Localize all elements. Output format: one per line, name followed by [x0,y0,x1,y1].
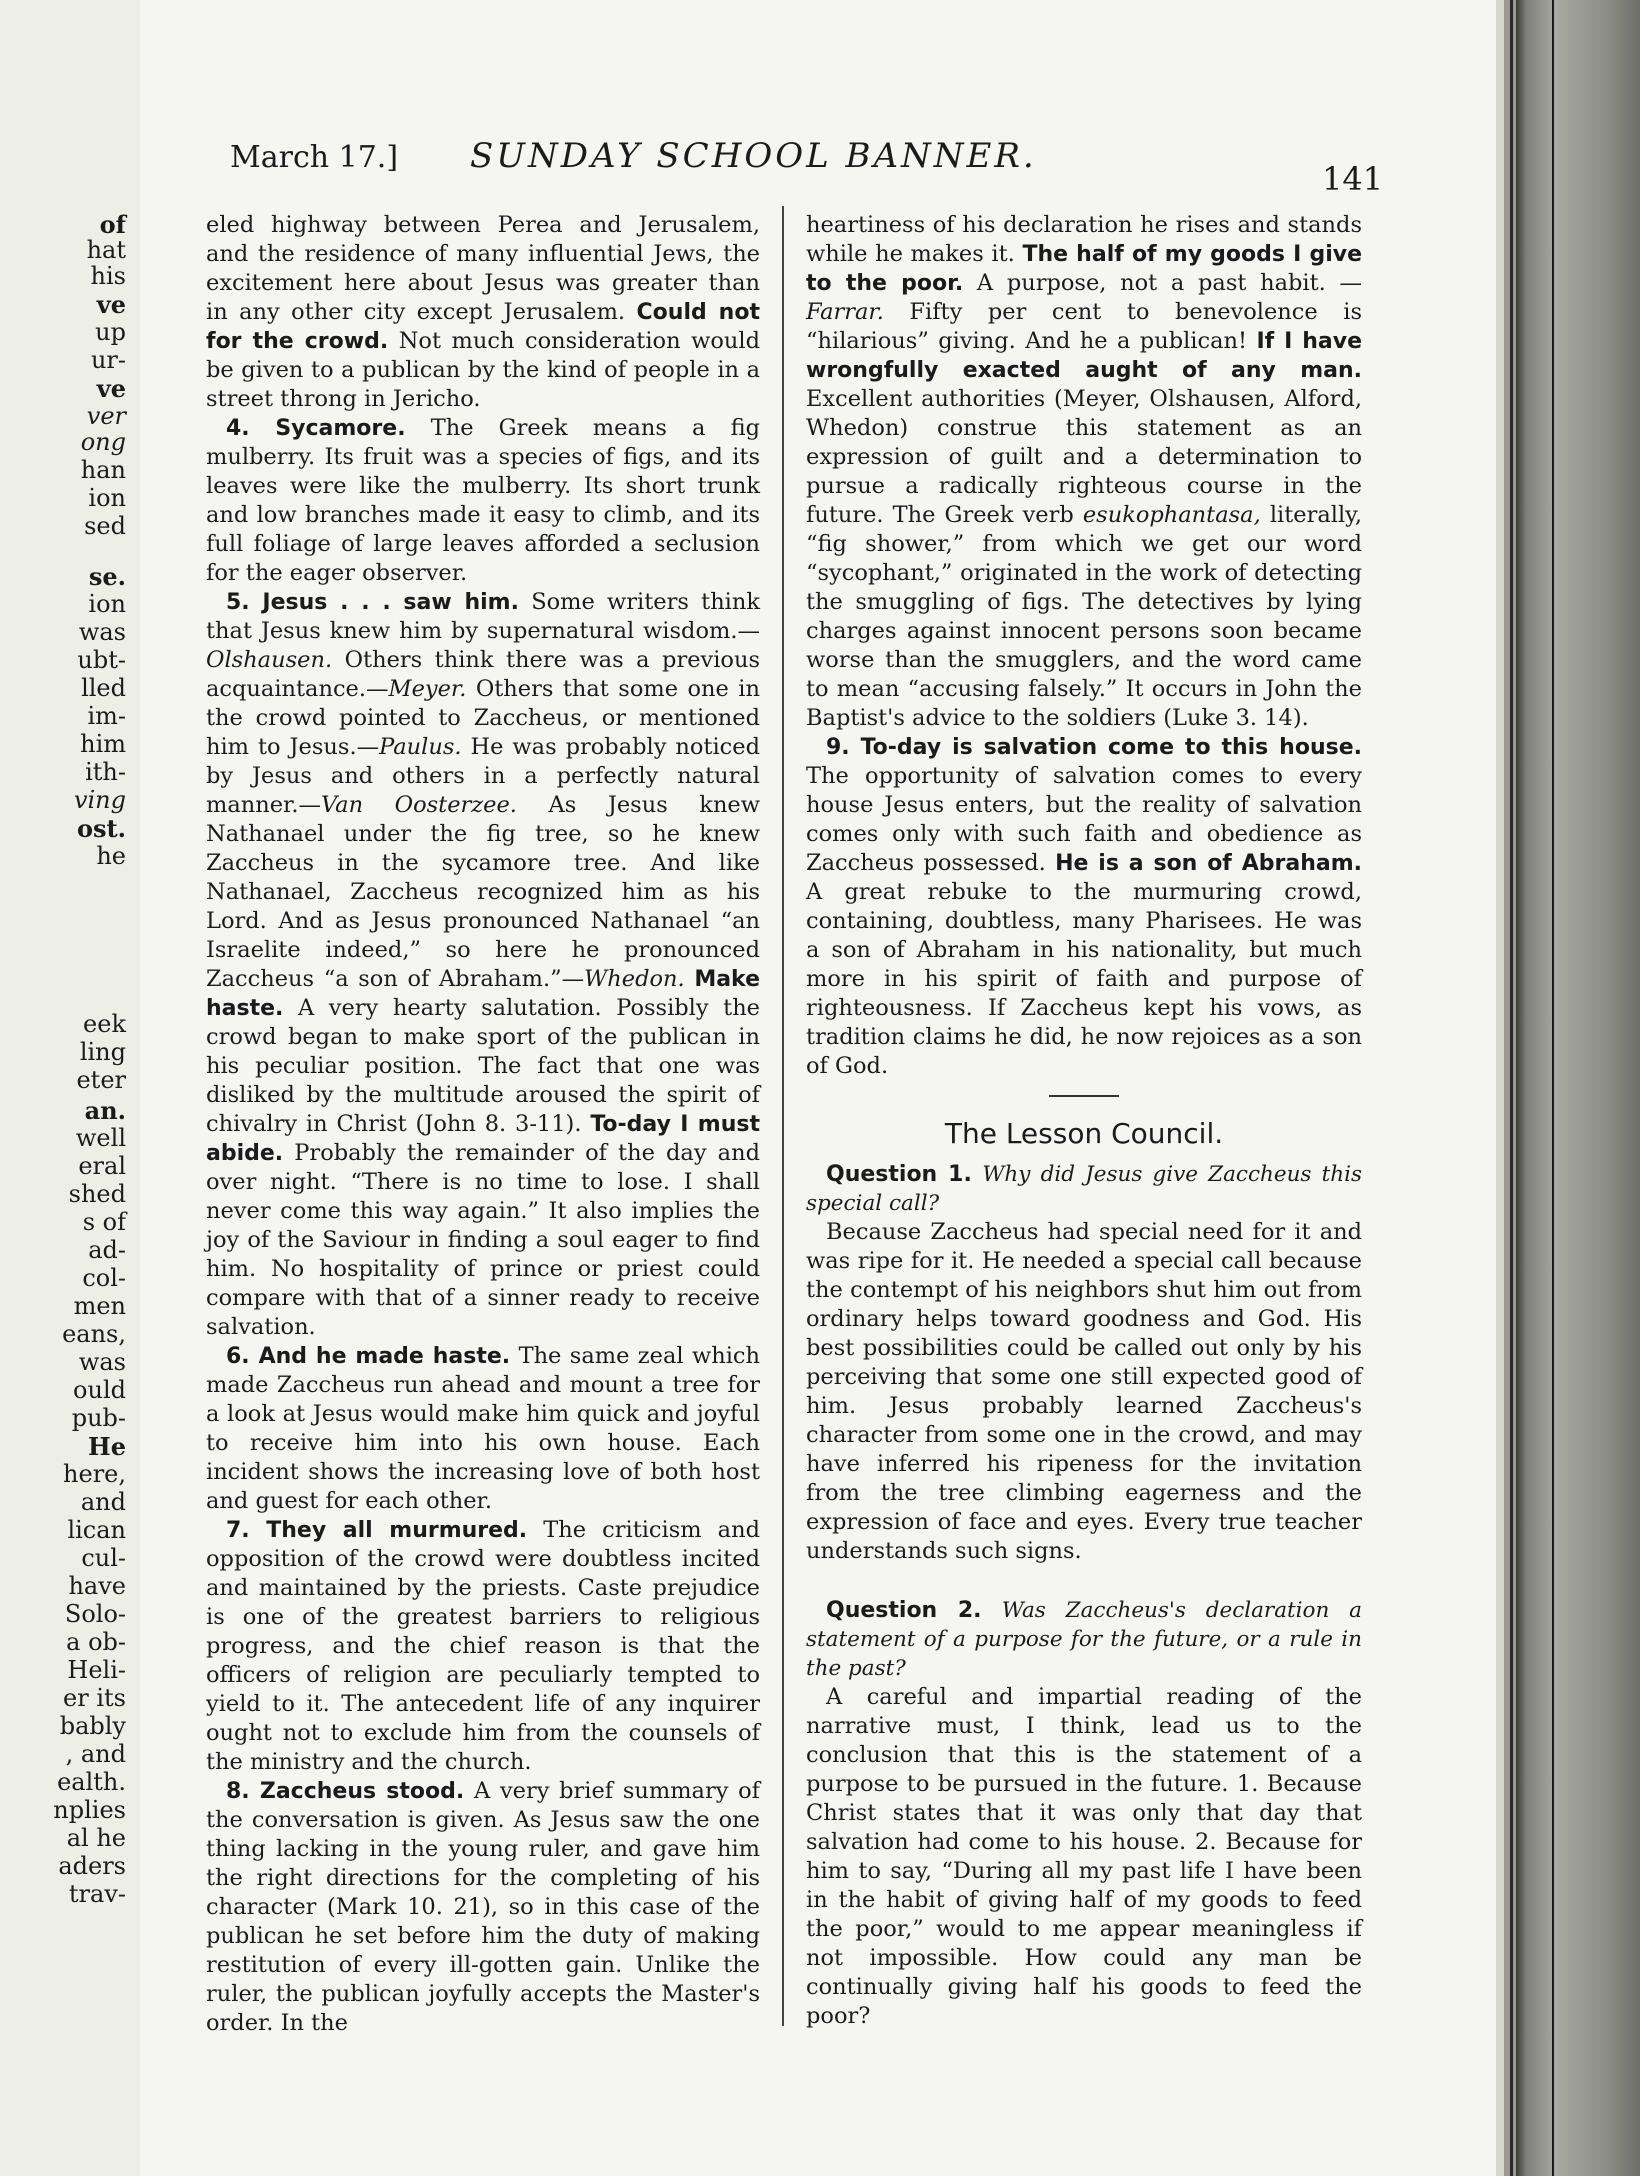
paragraph-verse-8: 8. Zaccheus stood. A very brief summary of the conversation is given. As Jesus saw the one thing lacking in the young ruler, and gave him the right directions for the completing of his character (Mark 10. 21), so in this case of the publican he set before him the duty of making restitution of every ill-gotten gain. Unlike the ruler, the publican joyfully accepts the Master's order. In the [206,1778,761,2036]
left-page-fragment: er its [63,1684,126,1712]
paragraph-verse-6: 6. And he made haste. The same zeal which made Zaccheus run ahead and mount a tree for a look at Jesus would make him quick and joyful to receive him into his own house. Each incident shows the increasing love of both host and guest for each other. [206,1343,761,1514]
left-page-fragment: Heli- [67,1656,126,1684]
left-page-fragment: eral [78,1152,126,1180]
left-page-fragment: shed [68,1180,126,1208]
left-page-fragment: up [95,318,126,346]
left-page-fragment: sed [84,512,126,540]
left-page-fragment: ong [80,428,126,456]
left-page-fragment: , and [65,1740,126,1768]
question-2 [806,1596,1362,1683]
left-page-fragment: ould [73,1376,126,1404]
left-page-fragment: ve [96,374,126,403]
left-page-fragment: lican [67,1516,126,1544]
left-page-fragment: al he [66,1824,126,1852]
left-page-fragment: se. [88,562,126,591]
header-date: March 17.] [230,140,399,175]
left-page-fragment: hat [86,236,126,264]
left-page-fragment: was [78,1348,126,1376]
header-title: SUNDAY SCHOOL BANNER. [470,136,1037,176]
left-column [206,211,760,2038]
left-page-fragment: he [96,842,126,870]
section-title: The Lesson Council. [944,1117,1224,1150]
left-page-fragment: eter [76,1066,126,1094]
left-page-fragment: aders [58,1852,126,1880]
binding-line [1510,0,1513,2176]
left-page-fragment: was [78,618,126,646]
left-page-fragment: of [99,210,126,239]
left-page-fragment: ith- [85,758,126,786]
left-page-fragment: ling [79,1038,126,1066]
left-page-fragment: lled [81,674,126,702]
left-page-fragment: ion [88,484,126,512]
question-text: Was Zaccheus's declaration a statement of a purpose for the future, or a rule in the past? [806,1598,1362,1681]
left-page-fragment: im- [87,702,126,730]
left-page-fragment: ion [88,590,126,618]
left-page-fragment: ving [73,786,126,814]
verse-heading: 6. And he made haste. [226,1344,511,1369]
answer-1: Because Zaccheus had special need for it and was ripe for it. He needed a special call because the contempt of his neighbors shut him out from ordinary helps toward goodness and God. His best possibilities could be called out only by his perceiving that some one still expected good of him. Jesus probably learned Zaccheus's character from some one in the crowd, and may have inferred his ripeness for the invitation from the tree climbing eagerness and the expression of face and eyes. Every true teacher understands such signs. [806,1219,1362,1564]
left-page-fragment: well [75,1124,126,1152]
paragraph-continued: eled highway between Perea and Jerusalem, and the residence of many influential Jews, the excitement here about Jesus was greater than in any other city except Jerusalem. Could not for the crowd. Not much consideration would be given to a publican by the kind of people in a street throng in Jericho. [206,212,761,412]
left-page-fragment: him [80,730,126,758]
left-page-fragment: ost. [77,814,126,843]
left-page-fragment: his [90,262,126,290]
question-label: Question 1. [826,1162,972,1187]
column-divider [782,206,784,2026]
left-page-fragment: col- [82,1264,126,1292]
left-page-fragment: men [73,1292,126,1320]
book-spine [1516,0,1640,2176]
left-page-fragment: s of [82,1208,126,1236]
verse-heading: 8. Zaccheus stood. [226,1779,465,1804]
paragraph-verse-7: 7. They all murmured. The criticism and opposition of the crowd were doubtless incited and maintained by the priests. Caste prejudice is one of the greatest barriers to religious progress, and the chief reason is that the officers of religion are peculiarly tempted to yield to it. The antecedent life of any inquirer ought not to exclude him from the counsels of the ministry and the church. [206,1517,760,1775]
left-page-fragment: eek [83,1010,126,1038]
left-page-fragment: pub- [71,1404,126,1432]
left-page-fragment: He [88,1432,126,1461]
section-rule [1049,1095,1119,1097]
left-page-fragment: ve [96,290,126,319]
page-edge [1496,0,1504,2176]
left-page-fragment: a ob- [66,1628,126,1656]
left-page-fragment: nplies [53,1796,126,1824]
left-page-fragment: Solo- [64,1600,126,1628]
paragraph-verse-9: 9. To-day is salvation come to this house. The opportunity of salvation comes to every house Jesus enters, but the reality of salvation comes only with such faith and obedience as Zaccheus possessed. He is a son of Abraham. A great rebuke to the murmuring crowd, containing, doubtless, many Pharisees. He was a son of Abraham in his nationality, but much more in his spirit of faith and purpose of righteousness. If Zaccheus kept his vows, as tradition claims he did, he now rejoices as a son of God. [806,735,1362,1079]
question-1 [806,1160,1362,1218]
left-page-fragment: ubt- [77,646,126,674]
page-number: 141 [1322,160,1384,198]
paragraph-continued: heartiness of his declaration he rises and stands while he makes it. The half of my goods I give to the poor. A purpose, not a past habit. —Farrar. Fifty per cent to benevolence is “hilarious” giving. And he a publican! If I have wrongfully exacted aught of any man. Excellent authorities (Meyer, Olshausen, Alford, Whedon) construe this statement as an expression of guilt and a determination to pursue a radically righteous course in the future. The Greek verb esukophantasa, literally, “fig shower,” from which we get our word “sycophant,” originated in the work of detecting the smuggling of figs. The detectives by lying charges against innocent persons soon became worse than the smugglers, and the word came to mean “accusing falsely.” It occurs in John the Baptist's advice to the soldiers (Luke 3. 14). [806,212,1363,731]
left-page-fragment: han [80,456,126,484]
left-page-fragment: ad- [88,1236,126,1264]
left-page-fragment: bably [59,1712,126,1740]
left-page-fragment: have [68,1572,126,1600]
verse-heading: 7. They all murmured. [226,1518,528,1543]
left-page-fragment: and [80,1488,126,1516]
question-text: Why did Jesus give Zaccheus this special call? [806,1162,1362,1216]
left-page-fragment: trav- [68,1880,126,1908]
right-column [806,211,1362,2031]
verse-heading: 5. Jesus . . . saw him. [226,590,519,615]
left-page-fragment: here, [63,1460,126,1488]
left-page-fragment: eans, [62,1320,126,1348]
verse-heading: 9. To-day is salvation come to this house. [826,735,1362,760]
question-label: Question 2. [826,1598,982,1623]
paragraph-verse-5: 5. Jesus . . . saw him. Some writers think that Jesus knew him by supernatural wisdom.—Olshausen. Others think there was a previous acquaintance.—Meyer. Others that some one in the crowd pointed to Zaccheus, or mentioned him to Jesus.—Paulus. He was probably noticed by Jesus and others in a perfectly natural manner.—Van Oosterzee. As Jesus knew Nathanael under the fig tree, so he knew Zaccheus in the sycamore tree. And like Nathanael, Zaccheus recognized him as his Lord. And as Jesus pronounced Nathanael “an Israelite indeed,” so here he pronounced Zaccheus “a son of Abraham.”—Whedon. Make haste. A very hearty salutation. Possibly the crowd began to make sport of the publican in his peculiar position. The fact that one was disliked by the multitude aroused the spirit of chivalry in Christ (John 8. 3-11). To-day I must abide. Probably the remainder of the day and over night. “There is no time to lose. I shall never come this way again.” It also implies the joy of the Saviour in finding a soul eager to find him. No hospitality of prince or priest could compare with that of a sinner ready to receive salvation. [206,589,761,1340]
left-page-fragment: cul- [81,1544,126,1572]
paragraph-verse-4: 4. Sycamore. The Greek means a fig mulberry. Its fruit was a species of figs, and its leaves were like the mulberry. Its short trunk and low branches made it easy to climb, and its full foliage of large leaves afforded a seclusion for the eager observer. [206,415,761,586]
left-page-fragment: ver [86,402,126,430]
answer-2: A careful and impartial reading of the narrative must, I think, lead us to the conclusion that this is the statement of a purpose to be pursued in the future. 1. Because Christ states that it was only that day that salvation had come to his house. 2. Because for him to say, “During all my past life I have been in the habit of giving half of my goods to feed the poor,” would to me appear meaningless if not impossible. How could any man be continually giving half his goods to feed the poor? [806,1684,1362,2029]
left-page-fragment: an. [84,1096,126,1125]
left-page-fragment: ealth. [57,1768,126,1796]
left-page-fragment: ur- [90,346,126,374]
verse-heading: 4. Sycamore. [226,416,406,441]
binding-line-outer [1552,0,1554,2176]
